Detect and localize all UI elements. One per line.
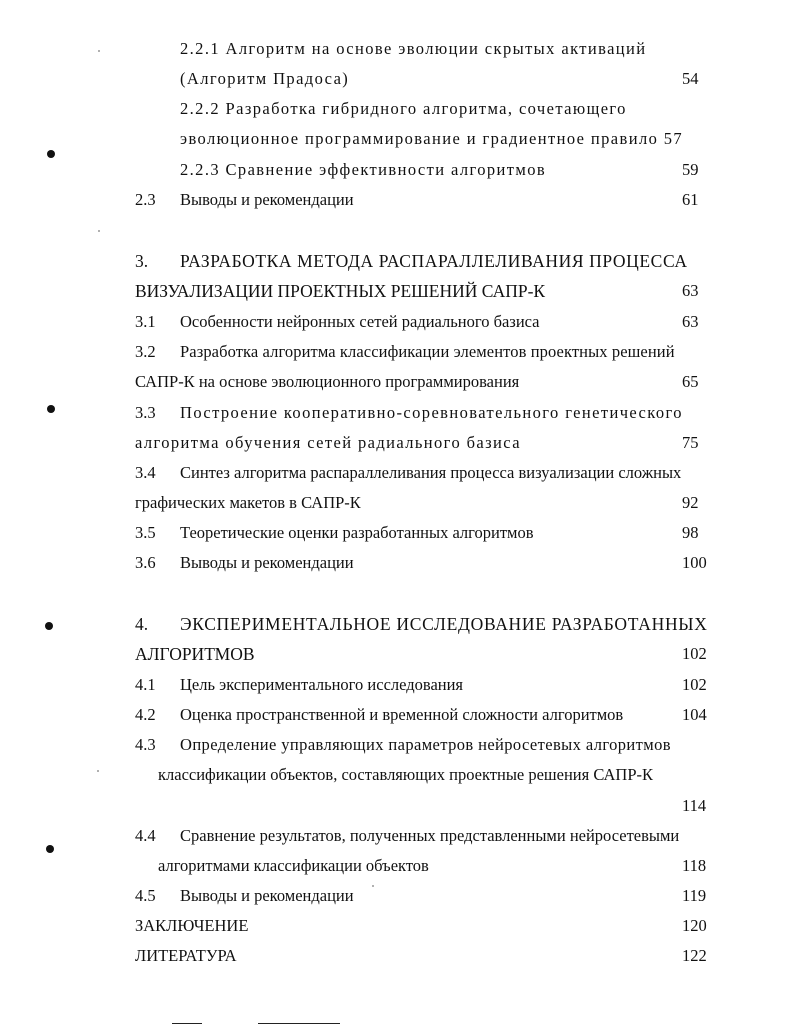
toc-entry-title-cont: классификации объектов, составляющих проектные решения САПР-К [158,765,654,784]
toc-entry-title-cont: графических макетов в САПР-К [135,493,361,512]
toc-entry-title: Особенности нейронных сетей радиального базиса [180,312,540,331]
toc-entry-number: 3.6 [135,553,156,572]
toc-page-number: 61 [682,190,699,209]
toc-entry-number: 3.4 [135,463,156,482]
chapter-title-cont: ВИЗУАЛИЗАЦИИ ПРОЕКТНЫХ РЕШЕНИЙ САПР-К [135,281,546,301]
toc-entry-title: Выводы и рекомендации [180,190,354,209]
toc-page-number: 65 [682,372,699,391]
toc-entry-number: 4.3 [135,735,156,754]
toc-page-number: 100 [682,553,707,572]
toc-entry-number: 3.5 [135,523,156,542]
toc-entry-title: Теоретические оценки разработанных алгоритмов [180,523,534,542]
toc-page-number: 102 [682,675,707,694]
toc-page-number: 98 [682,523,699,542]
toc-page-number: 114 [682,796,707,815]
toc-entry-title: Алгоритм на основе эволюции скрытых активаций [225,39,647,58]
toc-entry-2-2-1 [180,34,647,64]
bottom-scan-rule [258,1023,340,1024]
toc-conclusion-title: ЗАКЛЮЧЕНИЕ [135,916,249,935]
toc-page-number: 118 [682,856,707,875]
toc-page-number: 54 [682,69,699,88]
binding-hole-mark [46,845,54,853]
toc-entry-title: эволюционное программирование и градиентное правило [180,129,659,148]
toc-entry-number: 4.2 [135,705,156,724]
toc-page-number: 63 [682,312,699,331]
toc-entry-number: 2.2.2 [180,99,220,118]
toc-page-number: 92 [682,493,699,512]
toc-entry-2-2-3 [180,155,546,185]
toc-literature-title: ЛИТЕРАТУРА [135,946,237,965]
toc-entry-number: 3.1 [135,312,156,331]
toc-entry-title-cont: алгоритма обучения сетей радиального базиса [135,433,521,452]
chapter-title: РАЗРАБОТКА МЕТОДА РАСПАРАЛЛЕЛИВАНИЯ ПРОЦЕССА [180,251,688,271]
toc-entry-title-cont: алгоритмами классификации объектов [158,856,429,875]
toc-entry-number: 4.4 [135,826,156,845]
toc-entry-title: Определение управляющих параметров нейросетевых алгоритмов [180,735,671,754]
binding-hole-mark [47,150,55,158]
toc-entry-title: Цель экспериментального исследования [180,675,464,694]
toc-page-number: 75 [682,433,699,452]
toc-entry-number: 3.2 [135,342,156,361]
chapter-title: ЭКСПЕРИМЕНТАЛЬНОЕ ИССЛЕДОВАНИЕ РАЗРАБОТАННЫХ [180,614,708,634]
toc-entry-title: Построение кооперативно-соревновательного генетического [180,403,683,422]
toc-page-number: 119 [682,886,707,905]
scan-speck [372,885,374,887]
toc-entry-number: 4.5 [135,886,156,905]
chapter-number: 3. [135,251,149,271]
toc-entry-number: 2.2.1 [180,39,220,58]
toc-page-number: 104 [682,705,707,724]
toc-entry-number: 2.2.3 [180,160,220,179]
toc-entry-2-2-2-cont [180,124,683,154]
binding-hole-mark [47,405,55,413]
scan-speck [98,50,100,52]
chapter-title-cont: АЛГОРИТМОВ [135,644,255,664]
toc-entry-title: Оценка пространственной и временной сложности алгоритмов [180,705,624,724]
toc-entry-number: 3.3 [135,403,156,422]
toc-page-number: 59 [682,160,699,179]
toc-page-number: 120 [682,916,707,935]
toc-page-number: 63 [682,281,699,300]
scan-speck [98,230,100,232]
toc-page-number: 102 [682,644,707,663]
toc-entry-title: Сравнение эффективности алгоритмов [225,160,547,179]
toc-page-number: 122 [682,946,707,965]
toc-entry-number: 4.1 [135,675,156,694]
chapter-number: 4. [135,614,149,634]
toc-entry-2-2-1-cont [180,64,349,94]
toc-entry-title: Сравнение результатов, полученных представленными нейросетевыми [180,826,680,845]
scan-speck [97,770,99,772]
toc-entry-title-cont: САПР-К на основе эволюционного программирования [135,372,520,391]
binding-hole-mark [45,622,53,630]
toc-entry-2-2-2 [180,94,627,124]
toc-entry-number: 2.3 [135,190,156,209]
toc-page-number: 57 [663,129,684,148]
toc-entry-title: Выводы и рекомендации [180,886,354,905]
toc-entry-title: Синтез алгоритма распараллеливания процесса визуализации сложных [180,463,682,482]
bottom-scan-rule [172,1023,202,1024]
toc-entry-title: Разработка гибридного алгоритма, сочетающего [225,99,627,118]
toc-entry-title: (Алгоритм Прадоса) [180,69,350,88]
toc-entry-title: Разработка алгоритма классификации элементов проектных решений [180,342,675,361]
toc-entry-title: Выводы и рекомендации [180,553,354,572]
